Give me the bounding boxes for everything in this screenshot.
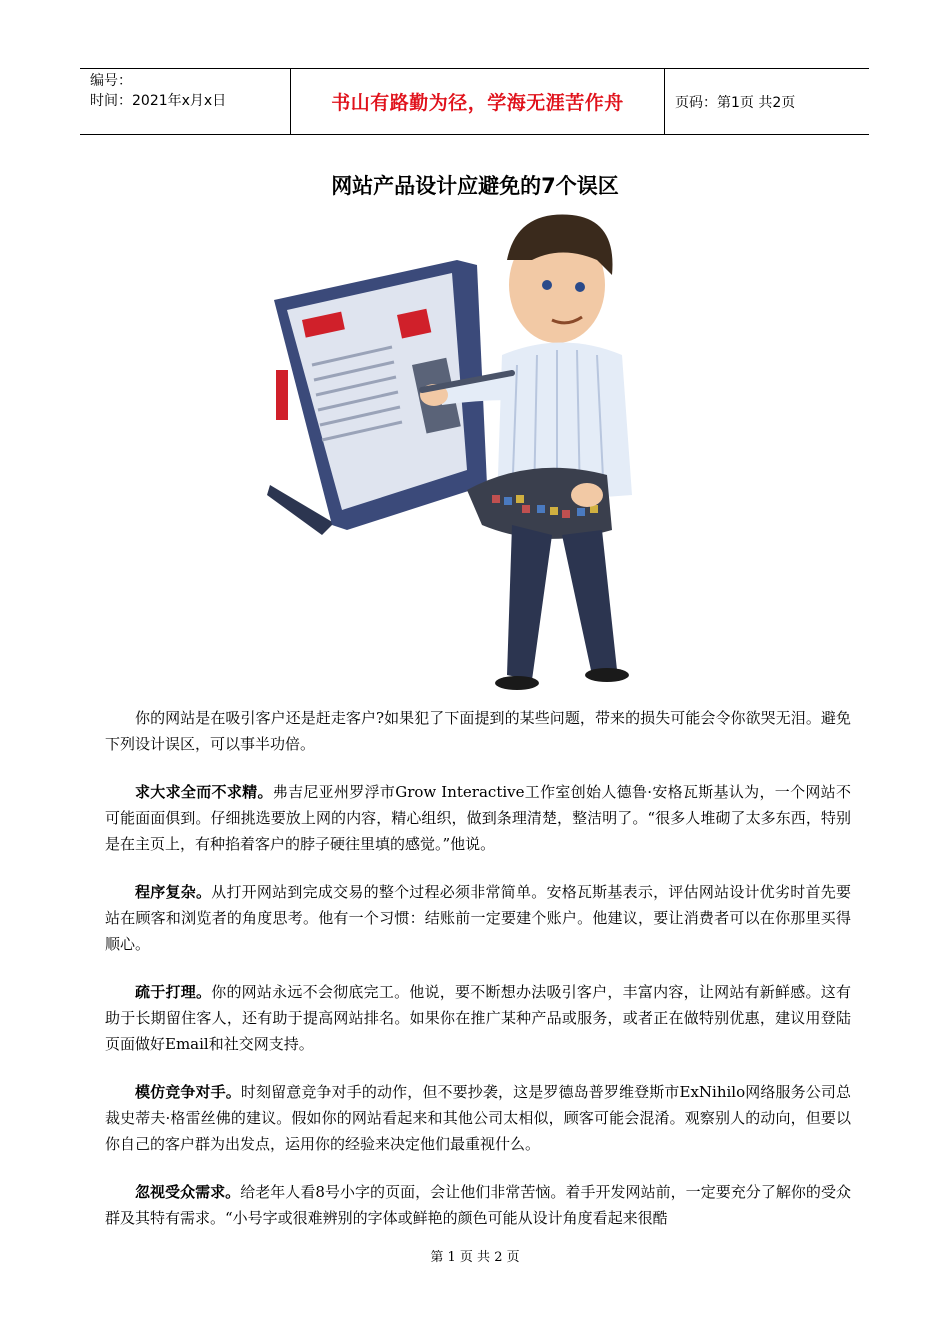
paragraph-lead: 程序复杂。 [135,883,212,901]
header-meta [80,69,291,134]
document-title: 网站产品设计应避免的7个误区 [331,174,619,198]
paragraph-4 [105,1079,851,1157]
article-body [105,705,851,1253]
paragraph-5 [105,1179,851,1231]
designer-illustration [262,205,642,690]
page-footer: 第 1 页 共 2 页 [430,1250,520,1265]
paragraph-lead: 模仿竞争对手。 [135,1083,241,1101]
paragraph-text: 你的网站永远不会彻底完工。他说，要不断想办法吸引客户，丰富内容，让网站有新鲜感。这有助于长期留住客人，还有助于提高网站排名。如果你在推广某种产品或服务，或者正在做特别优惠，建议用登陆页面做好Email和社交网支持。 [105,983,851,1053]
header-motto: 书山有路勤为径，学海无涯苦作舟 [291,69,665,134]
number-label: 编号： [90,73,132,89]
paragraph-text: 弗吉尼亚州罗浮市Grow Interactive工作室创始人德鲁·安格瓦斯基认为，一个网站不可能面面俱到。仔细挑选要放上网的内容，精心组织，做到条理清楚，整洁明了。“很多人堆砌了太多东西，特别是在主页上，有种掐着客户的脖子硬往里填的感觉。”他说。 [105,783,851,853]
header-page-label: 页码：第1页 共2页 [675,94,796,111]
paragraph-1 [105,779,851,857]
paragraph-intro [105,705,851,757]
paragraph-lead: 忽视受众需求。 [135,1183,241,1201]
paragraph-text: 你的网站是在吸引客户还是赶走客户?如果犯了下面提到的某些问题，带来的损失可能会令你欲哭无泪。避免下列设计误区，可以事半功倍。 [105,709,851,753]
date-label: 时间：2021年x月x日 [90,93,227,109]
paragraph-lead: 求大求全而不求精。 [135,783,273,801]
paragraph-text: 从打开网站到完成交易的整个过程必须非常简单。安格瓦斯基表示，评估网站设计优劣时首先要站在顾客和浏览者的角度思考。他有一个习惯：结账前一定要建个账户。他建议，要让消费者可以在你那里买得顺心。 [105,883,851,953]
paragraph-text: 时刻留意竞争对手的动作，但不要抄袭，这是罗德岛普罗维登斯市ExNihilo网络服务公司总裁史蒂夫·格雷丝佛的建议。假如你的网站看起来和其他公司太相似，顾客可能会混淆。观察别人的动向，但要以你自己的客户群为出发点，运用你的经验来决定他们最重视什么。 [105,1083,851,1153]
paragraph-2 [105,879,851,957]
paragraph-text: 给老年人看8号小字的页面，会让他们非常苦恼。着手开发网站前，一定要充分了解你的受众群及其特有需求。“小号字或很难辨别的字体或鲜艳的颜色可能从设计角度看起来很酷 [105,1183,851,1227]
paragraph-lead: 疏于打理。 [135,983,212,1001]
paragraph-3 [105,979,851,1057]
header-table [80,68,869,135]
